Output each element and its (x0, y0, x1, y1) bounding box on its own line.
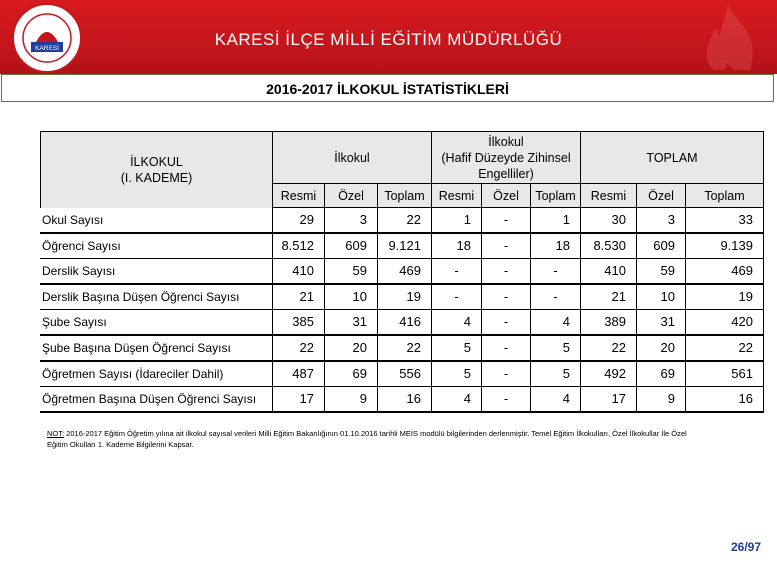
table-cell: 416 (378, 310, 431, 334)
table-cell: 9.139 (686, 234, 763, 258)
logo-text: KARESİ (35, 45, 59, 52)
row-label: Derslik Başına Düşen Öğrenci Sayısı (40, 285, 272, 309)
table-cell: 22 (378, 336, 431, 360)
corner-header: İLKOKUL (I. KADEME) (41, 132, 272, 208)
table-cell: 1 (432, 208, 481, 232)
header-banner (0, 0, 777, 74)
table-cell: - (482, 362, 530, 386)
table-cell: - (482, 234, 530, 258)
table-cell: 556 (378, 362, 431, 386)
table-cell: 9.121 (378, 234, 431, 258)
column-header: Özel (637, 184, 685, 207)
row-label: Öğretmen Başına Düşen Öğrenci Sayısı (40, 387, 272, 411)
table-cell: 19 (686, 285, 763, 309)
row-label: Derslik Sayısı (40, 259, 272, 283)
table-cell: - (482, 208, 530, 232)
page-number: 26/97 (730, 540, 761, 554)
table-cell: 410 (273, 259, 324, 283)
column-header: Özel (325, 184, 377, 207)
table-cell: 69 (325, 362, 377, 386)
table-cell: 22 (273, 336, 324, 360)
table-cell: - (432, 285, 481, 309)
table-cell: 487 (273, 362, 324, 386)
column-header: Resmi (581, 184, 636, 207)
table-cell: 17 (273, 387, 324, 411)
table-cell: 22 (581, 336, 636, 360)
group-header-engelli: İlkokul (Hafif Düzeyde Zihinsel Engelliler) (432, 132, 580, 183)
footnote-text: 2016-2017 Eğitim Öğretim yılına ait ilkokul sayısal verileri Milli Eğitim Bakanlığının 01.10.2016 tarihli MEİS modülü bilgilerinden derlenmiştir. Temel Eğitim İlkokulları, Özel İlkokullar İle Özel Eğitim Okulları 1. Kademe Bilgilerini Kapsar. (47, 429, 687, 449)
table-cell: 33 (686, 208, 763, 232)
table-cell: 9 (325, 387, 377, 411)
column-header: Resmi (432, 184, 481, 207)
flame-icon (665, 0, 775, 74)
table-cell: 31 (325, 310, 377, 334)
table-cell: 22 (378, 208, 431, 232)
table-cell: 420 (686, 310, 763, 334)
table-cell: 3 (325, 208, 377, 232)
table-cell: 561 (686, 362, 763, 386)
footnote (47, 428, 707, 450)
table-cell: 385 (273, 310, 324, 334)
table-cell: 16 (378, 387, 431, 411)
table-cell: 29 (273, 208, 324, 232)
table-cell: - (482, 336, 530, 360)
table-cell: 1 (531, 208, 580, 232)
table-cell: 20 (637, 336, 685, 360)
table-cell: 10 (325, 285, 377, 309)
table-cell: 17 (581, 387, 636, 411)
table-cell: 4 (432, 387, 481, 411)
row-label: Okul Sayısı (40, 208, 272, 232)
table-cell: 609 (325, 234, 377, 258)
table-cell: 5 (531, 362, 580, 386)
table-cell: - (482, 259, 530, 283)
table-cell: 18 (432, 234, 481, 258)
table-cell: 59 (325, 259, 377, 283)
group-header-ilkokul: İlkokul (273, 132, 431, 183)
table-cell: 18 (531, 234, 580, 258)
table-cell: 3 (637, 208, 685, 232)
table-cell: 69 (637, 362, 685, 386)
table-cell: 5 (432, 336, 481, 360)
table-cell: 5 (432, 362, 481, 386)
table-cell: 8.530 (581, 234, 636, 258)
page-title: 2016-2017 İLKOKUL İSTATİSTİKLERİ (266, 81, 509, 97)
banner-title: KARESİ İLÇE MİLLİ EĞİTİM MÜDÜRLÜĞÜ (214, 30, 563, 49)
table-cell: 21 (273, 285, 324, 309)
column-header: Toplam (686, 184, 763, 207)
table-cell: 9 (637, 387, 685, 411)
table-cell: 410 (581, 259, 636, 283)
table-cell: - (482, 387, 530, 411)
table-cell: 469 (378, 259, 431, 283)
table-cell: 492 (581, 362, 636, 386)
table-cell: - (482, 285, 530, 309)
footnote-label: NOT: (47, 429, 65, 438)
table-cell: 19 (378, 285, 431, 309)
table-cell: 469 (686, 259, 763, 283)
table-cell: 59 (637, 259, 685, 283)
column-header: Resmi (273, 184, 324, 207)
row-label: Şube Sayısı (40, 310, 272, 334)
row-label: Öğretmen Sayısı (İdareciler Dahil) (40, 362, 272, 386)
column-header: Toplam (378, 184, 431, 207)
table-cell: 31 (637, 310, 685, 334)
table-cell: 4 (531, 387, 580, 411)
table-cell: 16 (686, 387, 763, 411)
subtitle-box (1, 74, 774, 102)
group-header-toplam: TOPLAM (581, 132, 763, 183)
table-cell: 4 (432, 310, 481, 334)
table-cell: 5 (531, 336, 580, 360)
table-cell: 30 (581, 208, 636, 232)
row-label: Öğrenci Sayısı (40, 234, 272, 258)
table-cell: - (531, 259, 580, 283)
table-cell: 4 (531, 310, 580, 334)
row-label: Şube Başına Düşen Öğrenci Sayısı (40, 336, 272, 360)
table-cell: - (482, 310, 530, 334)
table-cell: 21 (581, 285, 636, 309)
table-cell: 609 (637, 234, 685, 258)
table-cell: - (432, 259, 481, 283)
column-header: Toplam (531, 184, 580, 207)
table-cell: 389 (581, 310, 636, 334)
column-header: Özel (482, 184, 530, 207)
table-cell: 20 (325, 336, 377, 360)
table-cell: 8.512 (273, 234, 324, 258)
table-cell: 22 (686, 336, 763, 360)
table-cell: 10 (637, 285, 685, 309)
table-cell: - (531, 285, 580, 309)
